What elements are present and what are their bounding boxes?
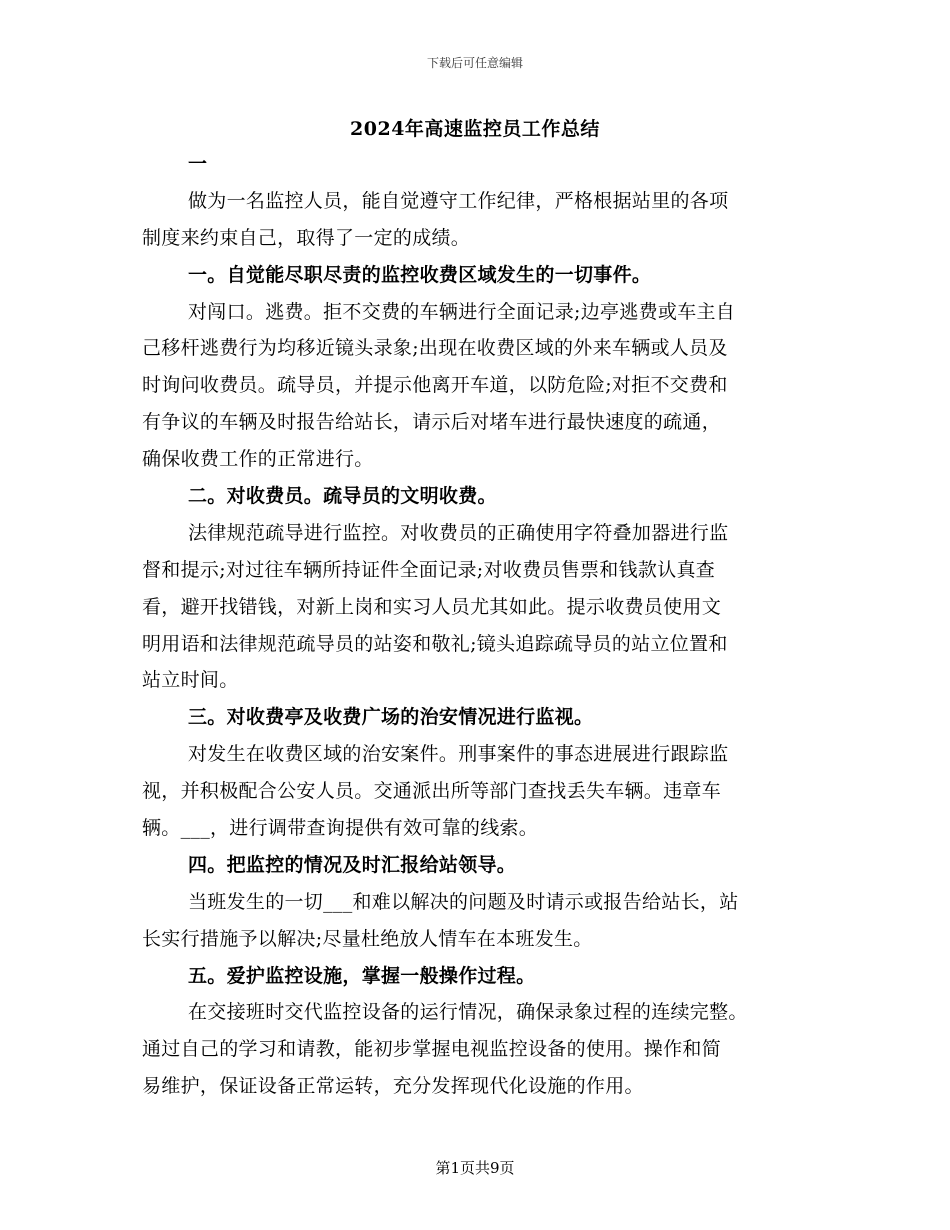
paragraph-line: 法律规范疏导进行监控。对收费员的正确使用字符叠加器进行监: [188, 521, 729, 544]
section-heading-4: 四。把监控的情况及时汇报给站领导。: [188, 853, 517, 876]
paragraph-line: 辆。___，进行调带查询提供有效可靠的线索。: [142, 817, 539, 840]
paragraph-line: 长实行措施予以解决;尽量杜绝放人情车在本班发生。: [142, 927, 593, 950]
page-title: 2024年高速监控员工作总结: [350, 118, 600, 140]
section-heading-5: 五。爱护监控设施，掌握一般操作过程。: [188, 964, 536, 987]
paragraph-line: 易维护，保证设备正常运转，充分发挥现代化设施的作用。: [142, 1075, 644, 1098]
section-heading-1: 一。自觉能尽职尽责的监控收费区域发生的一切事件。: [188, 263, 652, 286]
paragraph-line: 制度来约束自己，取得了一定的成绩。: [142, 226, 471, 249]
page-footer: 第1页共9页: [435, 1159, 515, 1177]
header-note: 下载后可任意编辑: [426, 56, 523, 70]
paragraph-line: 己移杆逃费行为均移近镜头录象;出现在收费区域的外来车辆或人员及: [142, 337, 728, 360]
paragraph-line: 对发生在收费区域的治安案件。刑事案件的事态进展进行跟踪监: [188, 743, 729, 766]
paragraph-line: 视，并积极配合公安人员。交通派出所等部门查找丢失车辆。违章车: [142, 780, 722, 803]
section-heading-3: 三。对收费亭及收费广场的治安情况进行监视。: [188, 706, 594, 729]
paragraph-line: 明用语和法律规范疏导员的站姿和敬礼;镜头追踪疏导员的站立位置和: [142, 632, 728, 655]
paragraph-line: 督和提示;对过往车辆所持证件全面记录;对收费员售票和钱款认真查: [142, 558, 716, 581]
paragraph-line: 确保收费工作的正常进行。: [142, 448, 374, 471]
paragraph-line: 有争议的车辆及时报告给站长，请示后对堵车进行最快速度的疏通，: [142, 411, 722, 434]
paragraph-line: 对闯口。逃费。拒不交费的车辆进行全面记录;边亭逃费或车主自: [188, 300, 736, 323]
paragraph-line: 站立时间。: [142, 669, 239, 692]
paragraph-line: 看，避开找错钱，对新上岗和实习人员尤其如此。提示收费员使用文: [142, 595, 722, 618]
paragraph-line: 做为一名监控人员，能自觉遵守工作纪律，严格根据站里的各项: [188, 189, 729, 212]
paragraph-line: 时询问收费员。疏导员，并提示他离开车道，以防危险;对拒不交费和: [142, 374, 728, 397]
section-marker: 一: [188, 153, 208, 175]
paragraph-line: 在交接班时交代监控设备的运行情况，确保录象过程的连续完整。: [188, 1001, 748, 1024]
document-body: [142, 146, 808, 1105]
paragraph-line: 通过自己的学习和请教，能初步掌握电视监控设备的使用。操作和简: [142, 1038, 722, 1061]
paragraph-line: 当班发生的一切___和难以解决的问题及时请示或报告给站长，站: [188, 890, 739, 913]
section-heading-2: 二。对收费员。疏导员的文明收费。: [188, 485, 497, 508]
